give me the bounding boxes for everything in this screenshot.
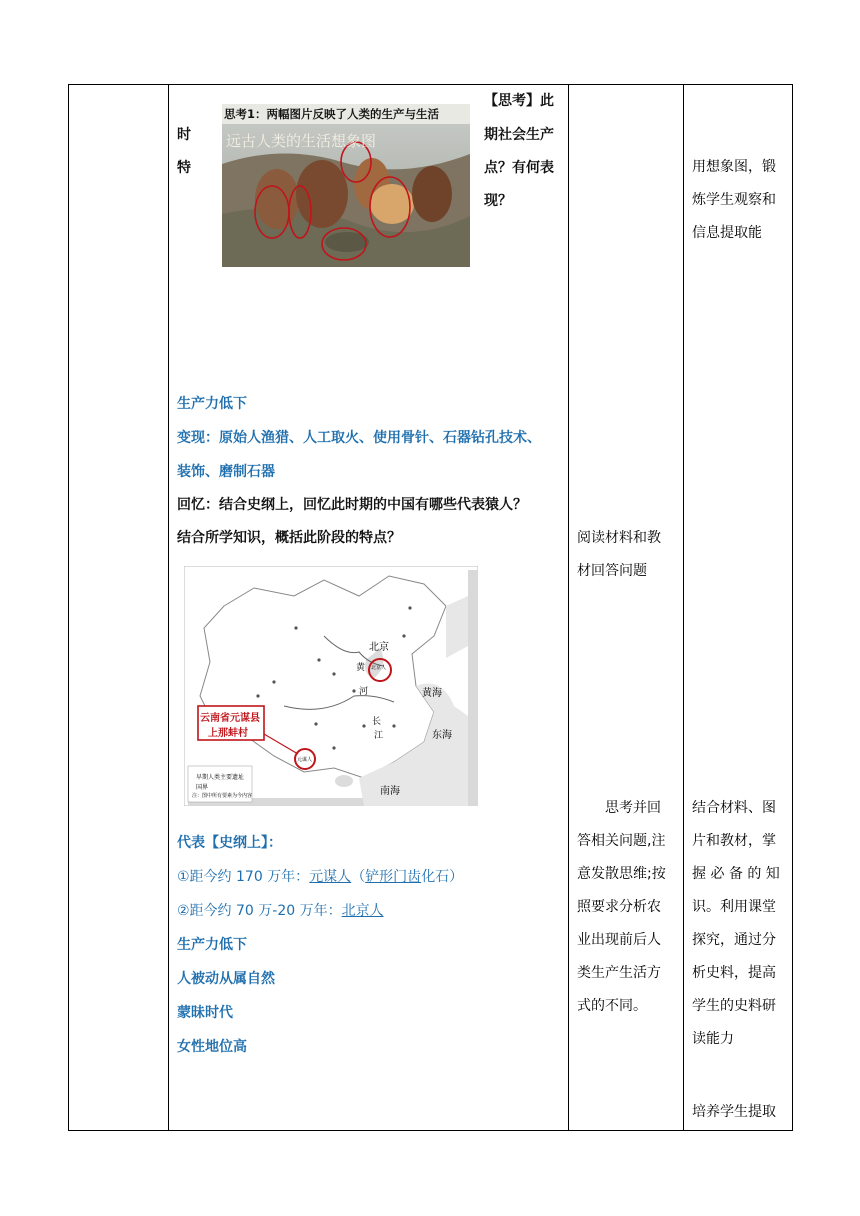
table-column-divider-1	[168, 84, 169, 1131]
rep-line-3	[177, 894, 384, 928]
student-activity-block-2	[577, 792, 677, 1023]
main-line-5: 结合所学知识，概括此阶段的特点？	[177, 530, 401, 546]
rep-line-2-part-1: 元谋人	[309, 869, 352, 885]
student-activity-2-line-7: 式的不同。	[577, 998, 647, 1014]
design-intent-2-line-8: 读能力	[692, 1031, 734, 1047]
table-border-right	[792, 84, 793, 1131]
map-label-beijing: 北京	[369, 642, 389, 653]
student-activity-2-line-5: 业出现前后人	[577, 932, 661, 948]
rep-line-6: 蒙昧时代	[177, 1005, 233, 1021]
design-intent-3-line-1: 培养学生提取	[692, 1104, 776, 1120]
design-intent-2-line-2: 片和教材，掌	[692, 833, 776, 849]
student-activity-block-1	[577, 522, 677, 588]
design-intent-1-line-1: 用想象图，锻	[692, 159, 776, 175]
design-intent-2-line-1: 结合材料、图	[692, 800, 776, 816]
image1-banner: 思考1：两幅图片反映了人类的生产与生活	[224, 107, 439, 121]
think-prompt-line-2: 期社会生产	[484, 127, 554, 143]
map-legend-2: 国界	[196, 784, 209, 791]
map-label-yellow: 黄	[356, 663, 366, 673]
table-border-bottom	[68, 1130, 793, 1131]
left-fragment-1: 时	[177, 127, 191, 143]
design-intent-block-2	[692, 792, 788, 1056]
left-fragment-2: 特	[177, 160, 191, 176]
map-label-river: 河	[359, 687, 369, 697]
map-callout-line-2: 上那蚌村	[208, 728, 248, 739]
design-intent-block-3	[692, 1096, 788, 1129]
china-early-human-sites-map	[184, 566, 478, 806]
student-activity-2-line-6: 类生产生活方	[577, 965, 661, 981]
design-intent-2-line-3: 握 必 备 的 知	[692, 866, 780, 882]
main-line-1: 生产力低下	[177, 396, 247, 412]
design-intent-2-line-5: 探究，通过分	[692, 932, 776, 948]
student-activity-2-line-1: 思考并回	[605, 800, 661, 816]
map-label-donghai: 东海	[432, 730, 452, 741]
map-label-huanghai: 黄海	[422, 688, 442, 699]
rep-line-2-part-2: （	[351, 869, 366, 885]
main-line-2: 变现：原始人渔猎、人工取火、使用骨针、石器钻孔技术、	[177, 430, 541, 446]
design-intent-2-line-6: 析史料，提高	[692, 965, 776, 981]
student-activity-2-line-4: 照要求分析农	[577, 899, 661, 915]
main-line-3: 装饰、磨制石器	[177, 464, 275, 480]
rep-line-2-part-3: 铲形门齿	[365, 869, 422, 885]
rep-line-2-part-4: 化石）	[421, 869, 464, 885]
table-border-top	[68, 84, 793, 85]
map-label-beijingren: 北京人	[371, 665, 387, 671]
map-label-chang: 长	[372, 717, 382, 727]
rep-line-5: 人被动从属自然	[177, 971, 275, 987]
table-column-divider-2	[568, 84, 569, 1131]
table-border-left	[68, 84, 69, 1131]
think-prompt-line-4: 现？	[484, 193, 512, 209]
map-legend-3: 注：图中所有要素为今内容	[192, 793, 253, 799]
map-label-nanhai: 南海	[380, 786, 400, 797]
rep-line-7: 女性地位高	[177, 1039, 247, 1055]
map-label-yuanmouren: 元谋人	[297, 757, 313, 763]
rep-line-2	[177, 860, 463, 894]
main-line-4: 回忆：结合史纲上，回忆此时期的中国有哪些代表猿人？	[177, 497, 527, 513]
design-intent-2-line-7: 学生的史料研	[692, 998, 776, 1014]
rep-line-3-part-1: 北京人	[341, 903, 384, 919]
student-activity-2-line-3: 意发散思维;按	[577, 866, 666, 882]
design-intent-1-line-2: 炼学生观察和	[692, 192, 776, 208]
map-legend-1: 早期人类主要遗址	[196, 774, 245, 781]
table-column-divider-3	[683, 84, 684, 1131]
prehistoric-life-illustration	[222, 104, 470, 267]
rep-line-1-prefix: 代表【史纲上】：	[177, 835, 282, 851]
rep-line-4: 生产力低下	[177, 937, 247, 953]
design-intent-block-1	[692, 151, 788, 250]
think-prompt-line-1: 【思考】此	[484, 93, 554, 109]
map-callout-line-1: 云南省元谋县	[200, 713, 260, 724]
student-activity-2-line-2: 答相关问题,注	[577, 833, 666, 849]
student-activity-1-line-1: 阅读材料和教	[577, 530, 661, 546]
design-intent-2-line-4: 识。利用课堂	[692, 899, 776, 915]
think-prompt-line-3: 点？有何表	[484, 160, 554, 176]
map-label-jiang: 江	[374, 731, 384, 741]
student-activity-1-line-2: 材回答问题	[577, 563, 647, 579]
design-intent-1-line-3: 信息提取能	[692, 225, 762, 241]
rep-line-2-prefix: ①距今约 170 万年：	[177, 869, 310, 885]
rep-line-3-prefix: ②距今约 70 万-20 万年：	[177, 903, 342, 919]
rep-line-1	[177, 826, 282, 860]
image1-caption: 远古人类的生活想象图	[226, 132, 377, 150]
